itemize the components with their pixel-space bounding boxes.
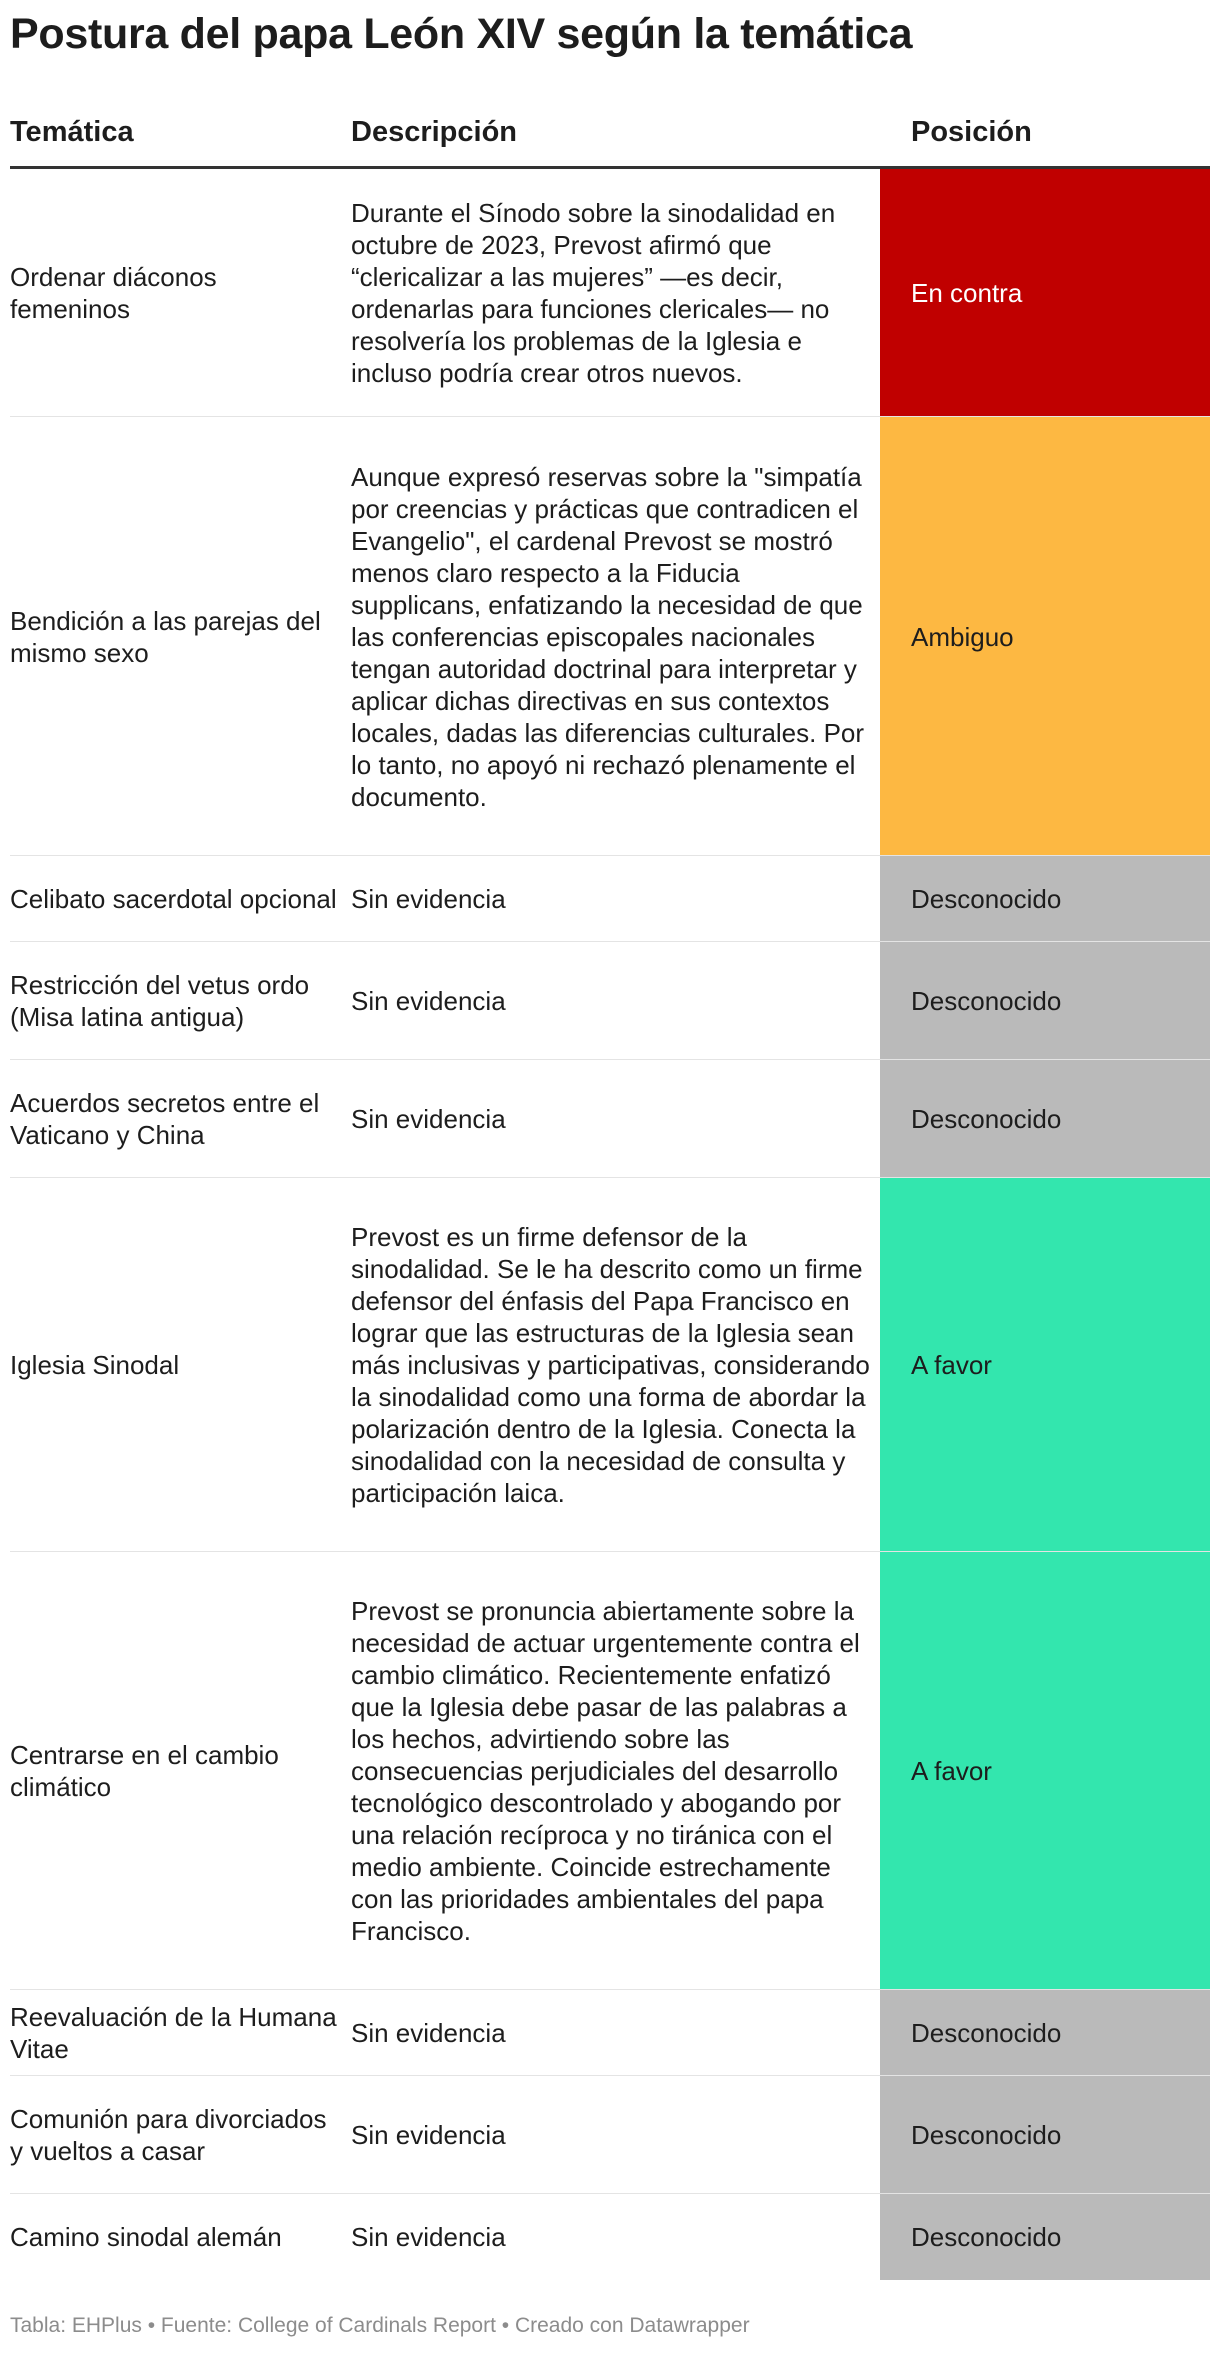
header-position: Posición	[911, 116, 1032, 148]
table-row	[10, 856, 1210, 942]
table-row	[10, 1552, 1210, 1990]
position-badge: Ambiguo	[880, 417, 1210, 856]
table-row	[10, 1178, 1210, 1552]
position-badge: En contra	[880, 169, 1210, 417]
topic-cell: Bendición a las parejas del mismo sexo	[10, 605, 321, 668]
topic-cell: Iglesia Sinodal	[10, 1350, 180, 1380]
table-row	[10, 2194, 1210, 2280]
position-badge: Desconocido	[880, 2194, 1210, 2280]
description-cell: Aunque expresó reservas sobre la "simpatía por creencias y prácticas que contradicen el Evangelio", el cardenal Prevost se mostró menos claro respecto a la Fiducia supplicans, enfatizando la necesidad de que las conferencias episcopales nacionales tengan autoridad doctrinal para interpretar y aplicar dichas directivas en sus contextos locales, dadas las diferencias culturales. Por lo tanto, no apoyó ni rechazó plenamente el documento.	[351, 461, 865, 812]
table-row	[10, 417, 1210, 856]
topic-cell: Camino sinodal alemán	[10, 2222, 282, 2252]
header-topic: Temática	[10, 116, 134, 148]
table-row	[10, 1060, 1210, 1178]
position-badge: Desconocido	[880, 942, 1210, 1060]
page-title: Postura del papa León XIV según la temática	[10, 10, 913, 58]
description-cell: Sin evidencia	[351, 2120, 506, 2150]
description-cell: Prevost es un firme defensor de la sinodalidad. Se le ha descrito como un firme defensor del énfasis del Papa Francisco en lograr que las estructuras de la Iglesia sean más inclusivas y participativas, considerando la sinodalidad como una forma de abordar la polarización dentro de la Iglesia. Conecta la sinodalidad con la necesidad de consulta y participación laica.	[351, 1222, 870, 1508]
description-cell: Sin evidencia	[351, 2222, 506, 2252]
table-row	[10, 942, 1210, 1060]
position-badge: A favor	[880, 1552, 1210, 1990]
topic-cell: Comunión para divorciados y vueltos a casar	[10, 2104, 327, 2166]
position-badge: Desconocido	[880, 2076, 1210, 2194]
position-badge: Desconocido	[880, 1060, 1210, 1178]
topic-cell: Restricción del vetus ordo (Misa latina antigua)	[10, 970, 310, 1032]
topic-cell: Celibato sacerdotal opcional	[10, 884, 337, 914]
position-badge: Desconocido	[880, 1990, 1210, 2076]
description-cell: Sin evidencia	[351, 884, 506, 914]
description-cell: Durante el Sínodo sobre la sinodalidad en octubre de 2023, Prevost afirmó que “clericalizar a las mujeres” —es decir, ordenarlas para funciones clericales— no resolvería los problemas de la Iglesia e incluso podría crear otros nuevos.	[351, 198, 836, 388]
description-cell: Sin evidencia	[351, 1104, 506, 1134]
description-cell: Sin evidencia	[351, 2018, 506, 2048]
description-cell: Prevost se pronuncia abiertamente sobre la necesidad de actuar urgentemente contra el cambio climático. Recientemente enfatizó que la Iglesia debe pasar de las palabras a los hechos, advirtiendo sobre las consecuencias perjudiciales del desarrollo tecnológico descontrolado y abogando por una relación recíproca y no tiránica con el medio ambiente. Coincide estrechamente con las prioridades ambientales del papa Francisco.	[351, 1596, 860, 1946]
description-cell: Sin evidencia	[351, 986, 506, 1016]
header-description: Descripción	[351, 116, 517, 148]
topic-cell: Acuerdos secretos entre el Vaticano y China	[10, 1088, 320, 1150]
table-row	[10, 1990, 1210, 2076]
topic-cell: Reevaluación de la Humana Vitae	[10, 2002, 337, 2064]
topic-cell: Centrarse en el cambio climático	[10, 1740, 279, 1802]
position-badge: A favor	[880, 1178, 1210, 1552]
source-footer: Tabla: EHPlus • Fuente: College of Cardinals Report • Creado con Datawrapper	[10, 2314, 750, 2337]
table-row	[10, 169, 1210, 417]
position-badge: Desconocido	[880, 856, 1210, 942]
table-row	[10, 2076, 1210, 2194]
topic-cell: Ordenar diáconos femeninos	[10, 262, 217, 324]
